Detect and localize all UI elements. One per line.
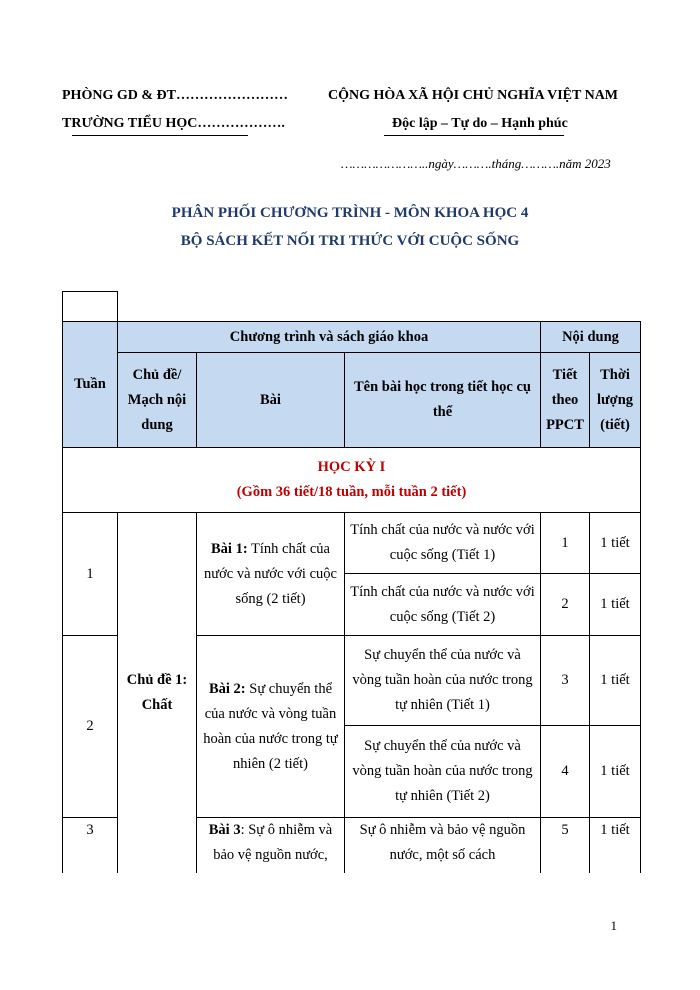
table-column-header-row — [63, 353, 641, 448]
lesson-cell — [197, 513, 345, 636]
national-motto: Độc lập – Tự do – Hạnh phúc — [392, 116, 568, 131]
col-header-ten-bai: Tên bài học trong tiết học cụ thể — [345, 353, 541, 448]
table-top-stub-row — [63, 292, 641, 322]
week-cell: 2 — [63, 636, 118, 818]
motto-underline — [384, 135, 564, 136]
semester-title: HỌC KỲ I — [317, 459, 386, 475]
school-label: TRƯỜNG TIỂU HỌC………………. — [62, 116, 285, 131]
period-name: Sự chuyển thể của nước và vòng tuần hoàn của nước trong tự nhiên (Tiết 2) — [345, 726, 541, 818]
lesson-text: Sự chuyển thể của nước và vòng tuần hoàn của nước trong tự nhiên (2 tiết) — [203, 680, 338, 772]
semester-row — [63, 448, 641, 513]
period-name: Sự chuyển thể của nước và vòng tuần hoàn của nước trong tự nhiên (Tiết 1) — [345, 636, 541, 726]
curriculum-table — [62, 291, 641, 873]
col-header-bai: Bài — [197, 353, 345, 448]
lesson-label: Bài 1: — [211, 540, 248, 557]
table-row — [63, 513, 641, 574]
period-name: Tính chất của nước và nước với cuộc sống (Tiết 2) — [345, 574, 541, 636]
period-ppct: 3 — [541, 636, 590, 726]
period-duration: 1 tiết — [590, 726, 641, 818]
lesson-text: Tính chất của nước và nước với cuộc sống (2 tiết) — [204, 540, 337, 607]
lesson-label: Bài 2: — [208, 680, 246, 697]
lesson-cell — [197, 818, 345, 873]
col-header-tiet: Tiết theo PPCT — [541, 353, 590, 448]
col-header-chu-de: Chủ đề/ Mạch nội dung — [118, 353, 197, 448]
group-header-content: Nội dung — [541, 322, 641, 353]
lesson-label: Bài 3 — [208, 822, 241, 838]
page-number: 1 — [610, 918, 617, 933]
group-header-program: Chương trình và sách giáo khoa — [118, 322, 541, 353]
topic-cell: Chủ đề 1: Chất — [118, 513, 197, 873]
lesson-text: : Sự ô nhiễm và bảo vệ nguồn nước, — [213, 822, 333, 863]
date-line: …………………..ngày……….tháng……….năm 2023 — [341, 156, 611, 171]
week-cell: 1 — [63, 513, 118, 636]
lesson-cell — [197, 636, 345, 818]
national-title: CỘNG HÒA XÃ HỘI CHỦ NGHĨA VIỆT NAM — [328, 88, 619, 103]
empty-cell — [63, 292, 118, 322]
school-underline — [72, 135, 248, 136]
col-header-thoi-luong: Thời lượng (tiết) — [590, 353, 641, 448]
period-name: Tính chất của nước và nước với cuộc sống (Tiết 1) — [345, 513, 541, 574]
period-duration: 1 tiết — [590, 574, 641, 636]
document-subtitle: BỘ SÁCH KẾT NỐI TRI THỨC VỚI CUỘC SỐNG — [180, 233, 520, 249]
col-header-tuan: Tuần — [63, 322, 118, 448]
document-title: PHÂN PHỐI CHƯƠNG TRÌNH - MÔN KHOA HỌC 4 — [171, 205, 529, 221]
period-ppct: 4 — [541, 726, 590, 818]
period-duration: 1 tiết — [590, 636, 641, 726]
period-name: Sự ô nhiễm và bảo vệ nguồn nước, một số cách — [345, 818, 541, 873]
table-group-header-row — [63, 322, 641, 353]
semester-cell — [63, 448, 641, 513]
period-ppct: 5 — [541, 818, 590, 873]
department-label: PHÒNG GD & ĐT…………………… — [62, 88, 288, 103]
week-cell: 3 — [63, 818, 118, 873]
period-duration: 1 tiết — [590, 818, 641, 873]
period-ppct: 1 — [541, 513, 590, 574]
period-ppct: 2 — [541, 574, 590, 636]
semester-note: (Gồm 36 tiết/18 tuần, mỗi tuần 2 tiết) — [236, 484, 467, 500]
period-duration: 1 tiết — [590, 513, 641, 574]
